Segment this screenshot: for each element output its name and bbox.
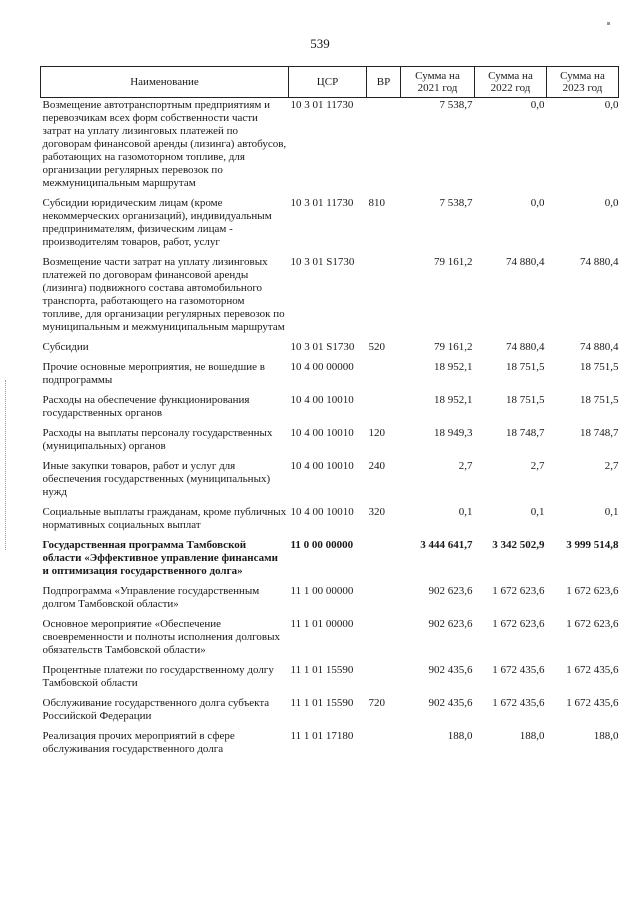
row-vr (367, 98, 401, 197)
row-csr: 10 4 00 10010 (290, 394, 354, 406)
row-sum-2021: 18 952,1 (434, 394, 473, 406)
row-sum-2023: 188,0 (593, 730, 619, 742)
row-sum-2022: 2,7 (530, 460, 545, 472)
row-name: Процентные платежи по государственному долгу Тамбовской области (42, 664, 274, 689)
row-sum-2023: 2,7 (604, 460, 619, 472)
row-sum-2022: 18 751,5 (506, 361, 545, 373)
row-csr: 10 4 00 10010 (290, 506, 354, 518)
page-number: 539 (310, 36, 330, 51)
row-csr: 10 3 01 11730 (290, 197, 354, 209)
budget-table (40, 66, 619, 762)
table-row (41, 196, 619, 255)
table-row (41, 393, 619, 426)
row-sum-2023: 0,1 (604, 506, 619, 518)
row-vr (367, 729, 401, 762)
row-sum-2023: 1 672 435,6 (566, 697, 619, 709)
row-sum-2022: 1 672 623,6 (492, 618, 545, 630)
table-row (41, 426, 619, 459)
table-row (41, 584, 619, 617)
table-body (41, 98, 619, 763)
header-sum-2022 (475, 67, 547, 98)
row-name: Иные закупки товаров, работ и услуг для обеспечения государственных (муниципальных) нужд (42, 460, 271, 498)
row-name: Субсидии (42, 341, 89, 353)
table-row (41, 538, 619, 584)
row-csr: 10 3 01 S1730 (290, 341, 355, 353)
row-vr (367, 663, 401, 696)
row-sum-2021: 79 161,2 (434, 256, 473, 268)
row-sum-2021: 902 435,6 (428, 697, 473, 709)
scan-margin-marks (5, 380, 9, 550)
header-sum-2022-line2: 2022 год (490, 82, 531, 94)
row-vr (367, 255, 401, 340)
row-sum-2023: 18 751,5 (580, 394, 619, 406)
row-sum-2023: 74 880,4 (580, 341, 619, 353)
row-sum-2021: 0,1 (458, 506, 473, 518)
row-name: Прочие основные мероприятия, не вошедшие в подпрограммы (42, 361, 265, 386)
row-sum-2021: 2,7 (458, 460, 473, 472)
row-sum-2021: 7 538,7 (439, 99, 473, 111)
row-csr: 10 4 00 10010 (290, 460, 354, 472)
row-csr: 10 4 00 00000 (290, 361, 354, 373)
header-vr: ВР (367, 67, 401, 98)
table-row (41, 98, 619, 197)
row-sum-2022: 74 880,4 (506, 341, 545, 353)
row-sum-2021: 188,0 (447, 730, 473, 742)
row-sum-2021: 902 435,6 (428, 664, 473, 676)
row-name: Возмещение автотранспортным предприятиям и перевозчикам всех форм собственности части затрат на уплату лизинговых платежей по договорам финансовой аренды (лизинга) автобусов, работающих на газомоторном топливе, для организации регулярных перевозок по межмуниципальным маршрутам (42, 99, 287, 189)
table-row (41, 696, 619, 729)
row-name: Расходы на обеспечение функционирования государственных органов (42, 394, 250, 419)
row-name: Подпрограмма «Управление государственным долгом Тамбовской области» (42, 585, 260, 610)
table-row (41, 255, 619, 340)
row-sum-2021: 7 538,7 (439, 197, 473, 209)
row-sum-2022: 74 880,4 (506, 256, 545, 268)
row-sum-2022: 1 672 435,6 (492, 664, 545, 676)
table-row (41, 663, 619, 696)
row-vr (367, 538, 401, 584)
row-sum-2022: 18 748,7 (506, 427, 545, 439)
row-sum-2021: 902 623,6 (428, 585, 473, 597)
row-vr: 720 (368, 697, 385, 709)
row-name: Субсидии юридическим лицам (кроме некоммерческих организаций), индивидуальным предпринимателям, физическим лицам - производителям товаров, работ, услуг (42, 197, 272, 248)
row-vr (367, 360, 401, 393)
table-row (41, 340, 619, 360)
header-csr: ЦСР (289, 67, 367, 98)
row-sum-2023: 3 999 514,8 (566, 539, 619, 551)
header-name: Наименование (41, 67, 289, 98)
table-row (41, 505, 619, 538)
row-csr: 10 3 01 11730 (290, 99, 354, 111)
row-vr (367, 617, 401, 663)
row-csr: 11 1 01 15590 (290, 697, 354, 709)
row-name: Государственная программа Тамбовской области «Эффективное управление финансами и оптимизация государственного долга» (42, 539, 278, 577)
row-sum-2022: 0,0 (530, 197, 545, 209)
row-name: Основное мероприятие «Обеспечение своевременности и полноты исполнения долговых обязательств Тамбовской области» (42, 618, 280, 656)
row-name: Социальные выплаты гражданам, кроме публичных нормативных социальных выплат (42, 506, 287, 531)
row-sum-2023: 1 672 623,6 (566, 585, 619, 597)
row-sum-2021: 3 444 641,7 (420, 539, 473, 551)
row-sum-2022: 1 672 623,6 (492, 585, 545, 597)
row-vr (367, 584, 401, 617)
row-vr: 240 (368, 460, 385, 472)
row-sum-2023: 1 672 435,6 (566, 664, 619, 676)
row-csr: 11 1 01 15590 (290, 664, 354, 676)
row-csr: 10 3 01 S1730 (290, 256, 355, 268)
row-sum-2022: 1 672 435,6 (492, 697, 545, 709)
row-sum-2023: 18 751,5 (580, 361, 619, 373)
row-sum-2021: 18 949,3 (434, 427, 473, 439)
row-sum-2023: 0,0 (604, 99, 619, 111)
row-vr: 120 (368, 427, 385, 439)
table-row (41, 729, 619, 762)
row-csr: 11 1 00 00000 (290, 585, 354, 597)
header-sum-2023-line2: 2023 год (562, 82, 603, 94)
row-sum-2023: 18 748,7 (580, 427, 619, 439)
row-name: Возмещение части затрат на уплату лизинговых платежей по договорам финансовой аренды (лизинга) подвижного состава автомобильного транспорта, работающего на газомоторном топливе, для организации регулярных перевозок по муниципальным и межмуниципальным маршрутам (42, 256, 285, 333)
row-csr: 10 4 00 10010 (290, 427, 354, 439)
row-sum-2022: 3 342 502,9 (492, 539, 545, 551)
header-sum-2021 (401, 67, 475, 98)
row-vr: 520 (368, 341, 385, 353)
table-header-row (41, 67, 619, 98)
row-csr: 11 1 01 17180 (290, 730, 354, 742)
row-csr: 11 1 01 00000 (290, 618, 354, 630)
row-name: Обслуживание государственного долга субъекта Российской Федерации (42, 697, 270, 722)
row-sum-2023: 1 672 623,6 (566, 618, 619, 630)
row-vr (367, 393, 401, 426)
row-name: Расходы на выплаты персоналу государственных (муниципальных) органов (42, 427, 273, 452)
row-sum-2023: 0,0 (604, 197, 619, 209)
row-sum-2021: 902 623,6 (428, 618, 473, 630)
row-csr: 11 0 00 00000 (290, 539, 354, 551)
row-sum-2021: 18 952,1 (434, 361, 473, 373)
row-sum-2022: 0,0 (530, 99, 545, 111)
table-row (41, 459, 619, 505)
row-vr: 320 (368, 506, 385, 518)
header-sum-2021-line1: Сумма на (415, 70, 460, 82)
row-sum-2021: 79 161,2 (434, 341, 473, 353)
row-sum-2022: 0,1 (530, 506, 545, 518)
row-vr: 810 (368, 197, 385, 209)
row-sum-2023: 74 880,4 (580, 256, 619, 268)
scan-mark (607, 22, 610, 25)
header-sum-2022-line1: Сумма на (488, 70, 533, 82)
header-sum-2023-line1: Сумма на (560, 70, 605, 82)
table-row (41, 360, 619, 393)
table-row (41, 617, 619, 663)
row-sum-2022: 188,0 (519, 730, 545, 742)
header-sum-2021-line2: 2021 год (417, 82, 458, 94)
row-sum-2022: 18 751,5 (506, 394, 545, 406)
row-name: Реализация прочих мероприятий в сфере обслуживания государственного долга (42, 730, 235, 755)
header-sum-2023 (547, 67, 619, 98)
